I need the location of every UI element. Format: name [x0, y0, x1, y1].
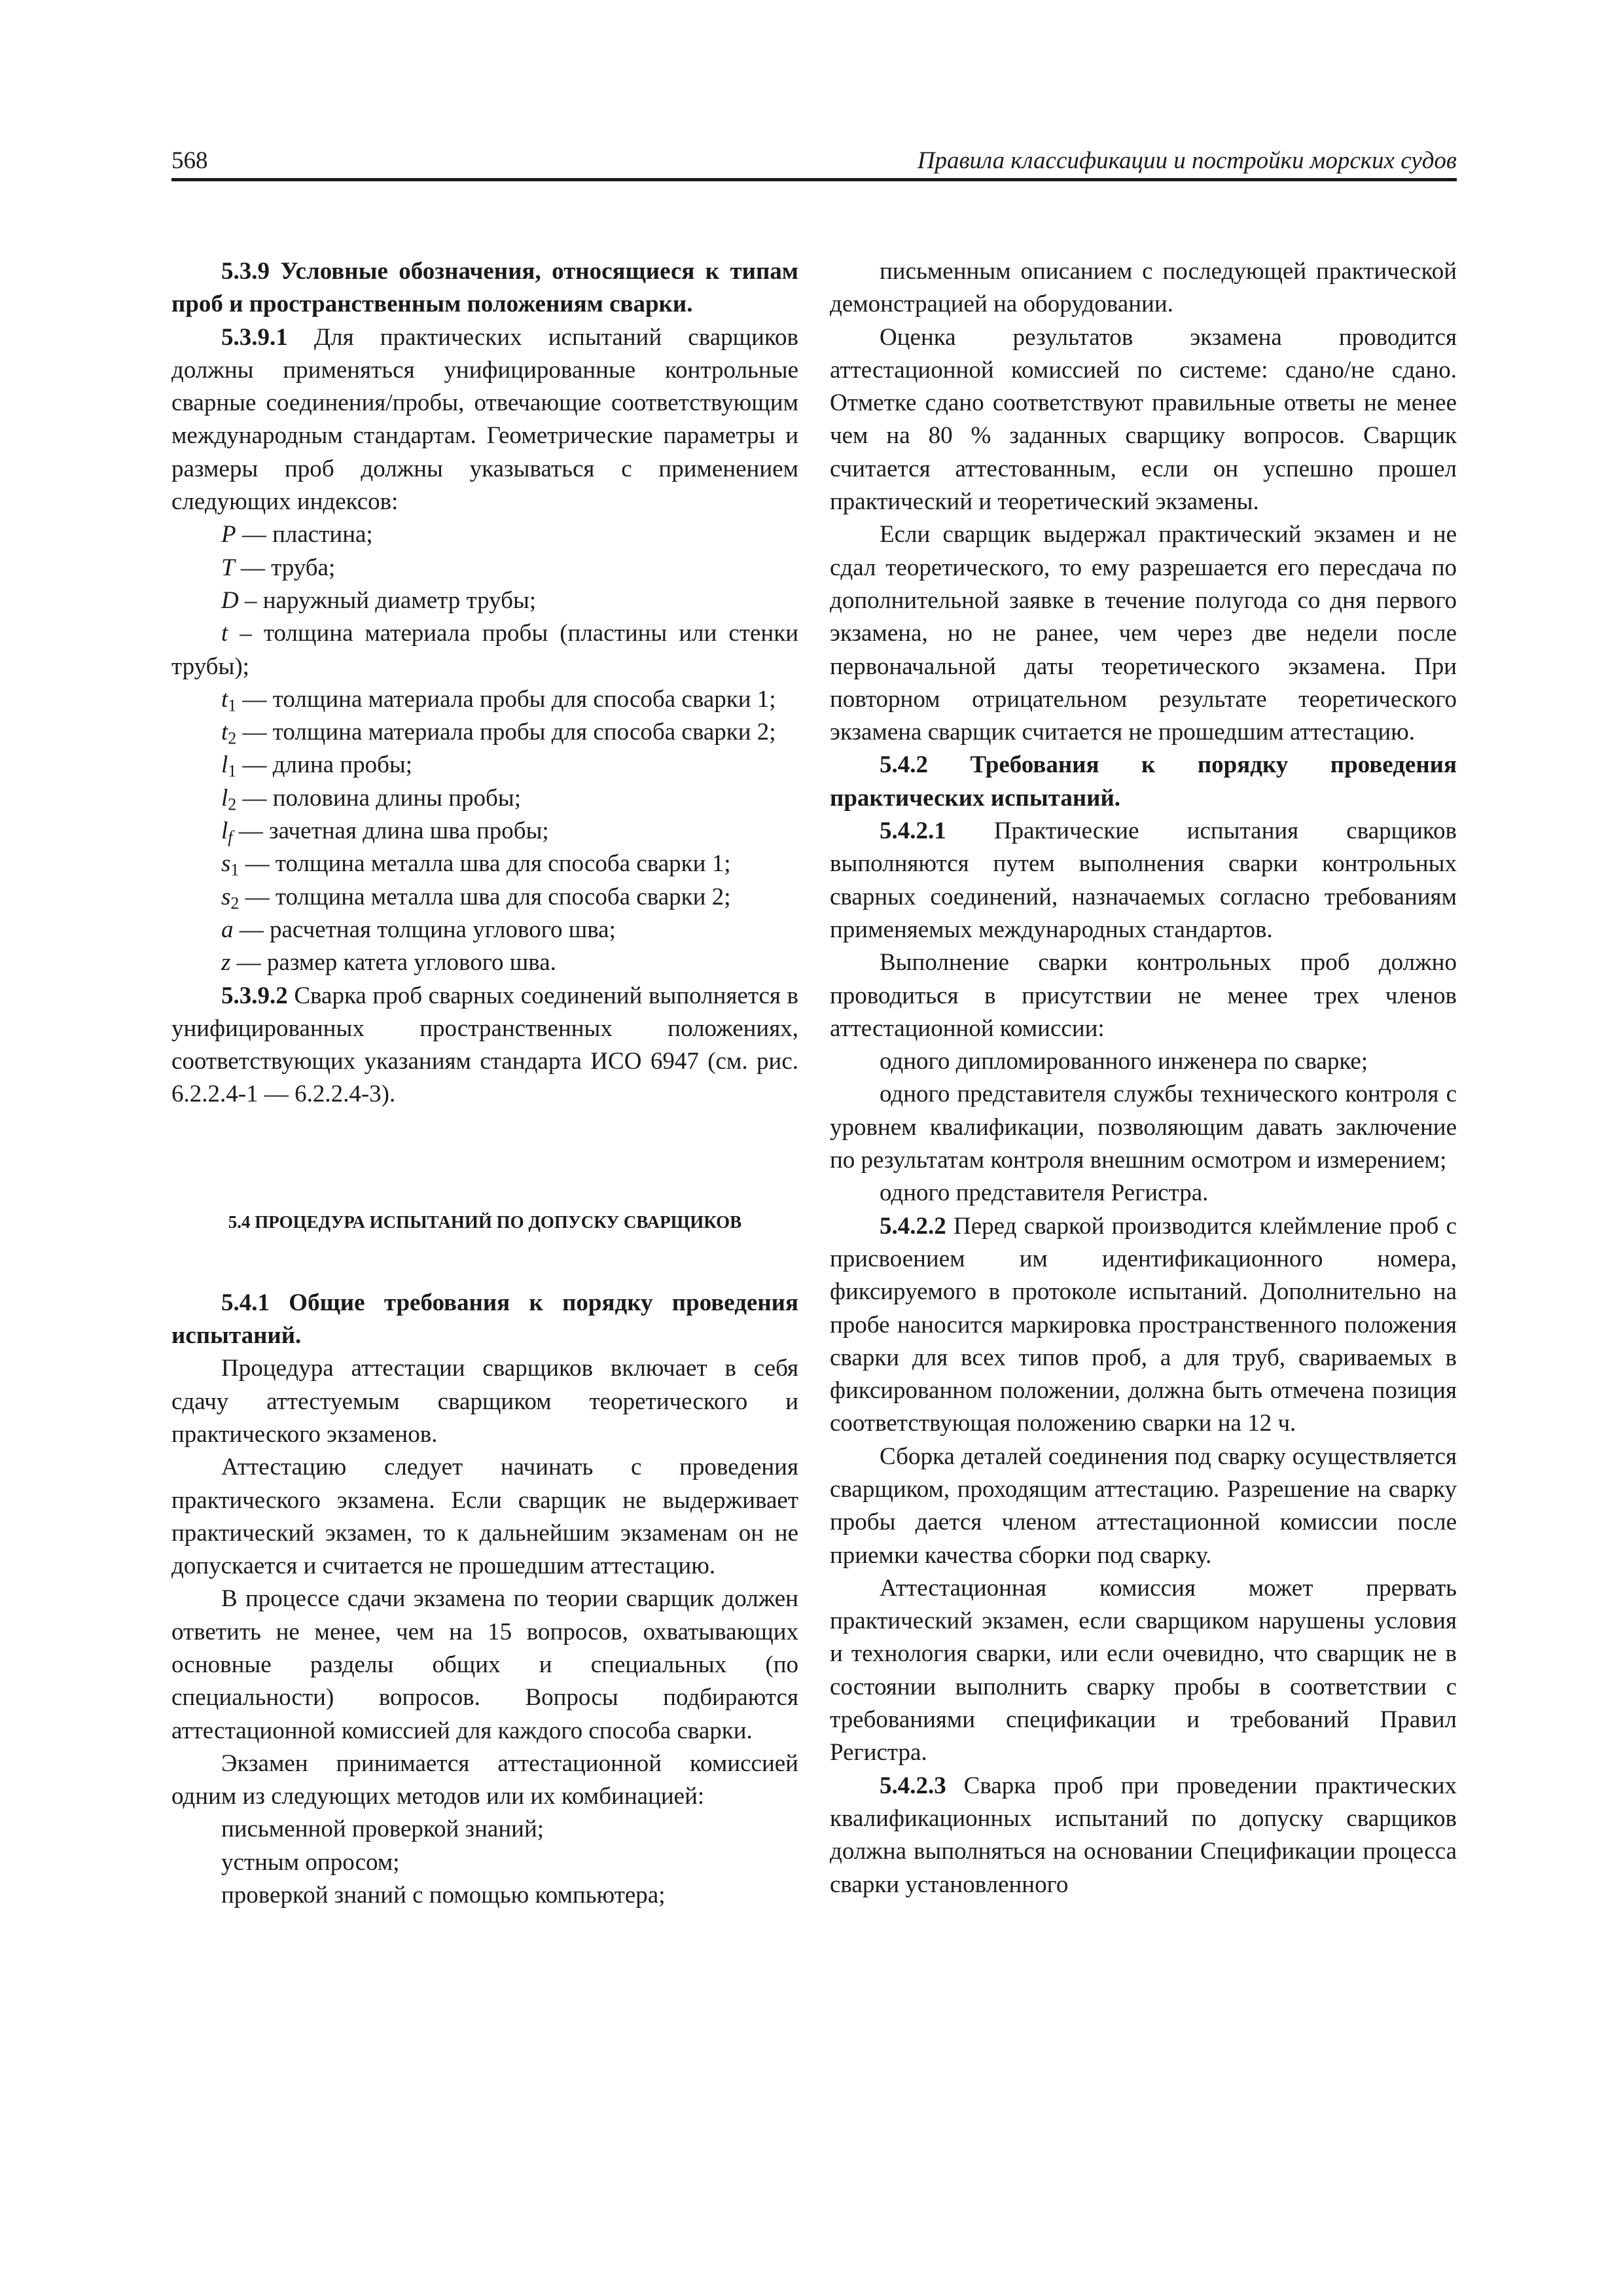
symbol-desc: — толщина металла шва для способа сварки 2; [239, 883, 731, 910]
symbol: l [221, 817, 228, 845]
symbol: T [221, 554, 235, 581]
symbol-subscript: f [228, 827, 233, 847]
paragraph-5-4-2-1 [830, 815, 1457, 946]
symbol: t [221, 620, 228, 647]
paragraph: письменным описанием с последующей практической демонстрацией на оборудовании. [830, 258, 1457, 318]
paragraph-text: Практические испытания сварщиков выполняются путем выполнения сварки контрольных сварных соединений, назначаемых согласно требованиям применяемых международных стандартов. [830, 817, 1457, 943]
symbol-item-l2 [171, 782, 798, 815]
heading-5-4-2: 5.4.2 Требования к порядку проведения практических испытаний. [830, 751, 1457, 812]
symbol-desc: — толщина материала пробы для способа сварки 2; [236, 719, 776, 746]
symbol-desc: — длина пробы; [236, 751, 413, 779]
symbol-desc: — труба; [234, 554, 336, 581]
symbol-subscript: 1 [228, 696, 237, 715]
clause-number: 5.4.2.3 [880, 1772, 946, 1799]
list-item: одного дипломированного инженера по сварке; [880, 1048, 1368, 1075]
heading-5-3-9: 5.3.9 Условные обозначения, относящиеся к типам проб и пространственным положениям сварки. [171, 258, 798, 318]
symbol: l [221, 784, 228, 812]
symbol-item-t-upper [171, 552, 798, 584]
paragraph-5-3-9-1 [171, 321, 798, 519]
paragraph: Аттестацию следует начинать с проведения практического экзамена. Если сварщик не выдерживает практический экзамен, то к дальнейшим экзаменам он не допускается и считается не прошедшим аттестацию. [171, 1454, 798, 1580]
symbol: D [221, 586, 239, 614]
symbol-item-l1 [171, 749, 798, 781]
symbol-item-lf [171, 815, 798, 848]
page-number: 568 [171, 147, 208, 174]
paragraph-text: Перед сваркой производится клеймление проб с присвоением им идентификационного номера, фиксируемого в протоколе испытаний. Дополнительно на пробе наносится маркировка пространственного положения сварки для всех типов проб, а для труб, свариваемых в фиксированном положении, должна быть отмечена позиция соответствующая положению сварки на 12 ч. [830, 1212, 1457, 1437]
list-item: устным опросом; [221, 1848, 400, 1876]
symbol-subscript: 2 [230, 893, 240, 913]
paragraph: Сборка деталей соединения под сварку осуществляется сварщиком, проходящим аттестацию. Разрешение на сварку пробы дается членом аттестационной комиссии после приемки качества сборки под сварку. [830, 1443, 1457, 1569]
symbol: P [221, 521, 236, 548]
paragraph-text: Сварка проб сварных соединений выполняется в унифицированных пространственных положениях, соответствующих указаниям стандарта ИСО 6947 (см. рис. 6.2.2.4-1 — 6.2.2.4-3). [171, 982, 798, 1108]
symbol-desc: — толщина материала пробы для способа сварки 1; [236, 685, 776, 713]
symbol: t [221, 719, 228, 746]
paragraph-text: Сварка проб при проведении практических квалификационных испытаний по допуску сварщиков должна выполняться на основании Спецификации процесса сварки установленного [830, 1772, 1457, 1898]
symbol-item-t2 [171, 716, 798, 749]
symbol-desc: – наружный диаметр трубы; [238, 586, 537, 614]
clause-number: 5.3.9.1 [221, 323, 288, 351]
symbol: a [221, 916, 234, 943]
paragraph-text: Для практических испытаний сварщиков должны применяться унифицированные контрольные сварные соединения/пробы, отвечающие соответствующим международным стандартам. Геометрические параметры и размеры проб должны указываться с применением следующих индексов: [171, 323, 798, 516]
paragraph: Процедура аттестации сварщиков включает в себя сдачу аттестуемым сварщиком теоретического и практического экзаменов. [171, 1355, 798, 1448]
symbol: l [221, 751, 228, 779]
symbol-desc: — толщина металла шва для способа сварки 1; [239, 850, 731, 878]
symbol-subscript: 1 [230, 860, 240, 880]
paragraph: Экзамен принимается аттестационной комиссией одним из следующих методов или их комбинацией: [171, 1749, 798, 1810]
paragraph: В процессе сдачи экзамена по теории сварщик должен ответить не менее, чем на 15 вопросов, охватывающих основные разделы общих и специальных (по специальности) вопросов. Вопросы подбираются аттестационной комиссией для каждого способа сварки. [171, 1585, 798, 1744]
running-title: Правила классификации и постройки морских судов [917, 147, 1457, 174]
paragraph: Оценка результатов экзамена проводится аттестационной комиссией по системе: сдано/не сдано. Отметке сдано соответствуют правильные ответы не менее чем на 80 % заданных сварщику вопросов. Сварщик считается аттестованным, если он успешно прошел практический и теоретический экзамены. [830, 323, 1457, 516]
paragraph: Аттестационная комиссия может прервать практический экзамен, если сварщиком нарушены условия и технология сварки, или если очевидно, что сварщик не в состоянии выполнить сварку пробы в соответствии с требованиями спецификации и требований Правил Регистра. [830, 1574, 1457, 1767]
header-rule [171, 178, 1457, 181]
symbol-desc: — зачетная длина шва пробы; [232, 817, 549, 845]
symbol: s [221, 883, 231, 910]
section-title-5-4: 5.4 ПРОЦЕДУРА ИСПЫТАНИЙ ПО ДОПУСКУ СВАРЩИКОВ [228, 1211, 742, 1232]
clause-number: 5.3.9.2 [221, 982, 288, 1009]
symbol: t [221, 685, 228, 713]
symbol-desc: — расчетная толщина углового шва; [233, 916, 616, 943]
list-item: одного представителя Регистра. [880, 1179, 1209, 1207]
symbol-desc: – толщина материала пробы (пластины или стенки трубы); [171, 620, 798, 680]
symbol-subscript: 2 [228, 728, 237, 748]
symbol-item-z [171, 946, 798, 979]
paragraph: Если сварщик выдержал практический экзамен и не сдал теоретического, то ему разрешается его пересдача по дополнительной заявке в течение полугода со дня первого экзамена, но не ранее, чем через две недели после первоначальной даты теоретического экзамена. При повторном отрицательном результате теоретического экзамена сварщик считается не прошедшим аттестацию. [830, 521, 1457, 746]
symbol-subscript: 2 [228, 795, 237, 814]
symbol-subscript: 1 [228, 761, 237, 781]
list-item: проверкой знаний с помощью компьютера; [221, 1882, 666, 1909]
paragraph-5-3-9-2 [171, 980, 798, 1111]
right-column [830, 255, 1457, 1901]
page-header [171, 147, 1457, 179]
clause-number: 5.4.2.2 [880, 1212, 946, 1240]
symbol-item-d [171, 584, 798, 617]
paragraph-5-4-2-2 [830, 1210, 1457, 1441]
symbol-item-s2 [171, 881, 798, 914]
paragraph-5-4-2-3 [830, 1770, 1457, 1901]
symbol-item-s1 [171, 848, 798, 880]
clause-number: 5.4.2.1 [880, 817, 946, 845]
symbol-desc: — размер катета углового шва. [230, 949, 556, 977]
heading-5-4-1: 5.4.1 Общие требования к порядку проведения испытаний. [171, 1289, 798, 1350]
symbol: s [221, 850, 231, 878]
symbol-desc: — половина длины пробы; [236, 784, 522, 812]
symbol-item-a [171, 914, 798, 946]
symbol-desc: — пластина; [236, 521, 373, 548]
left-column [171, 255, 798, 1912]
symbol-item-p [171, 518, 798, 551]
symbol: z [221, 949, 231, 977]
symbol-item-t [171, 617, 798, 683]
list-item: одного представителя службы технического контроля с уровнем квалификации, позволяющим давать заключение по результатам контроля внешним осмотром и измерением; [830, 1081, 1457, 1174]
symbol-item-t1 [171, 683, 798, 716]
list-item: письменной проверкой знаний; [221, 1816, 544, 1843]
paragraph: Выполнение сварки контрольных проб должно проводиться в присутствии не менее трех членов аттестационной комиссии: [830, 949, 1457, 1042]
